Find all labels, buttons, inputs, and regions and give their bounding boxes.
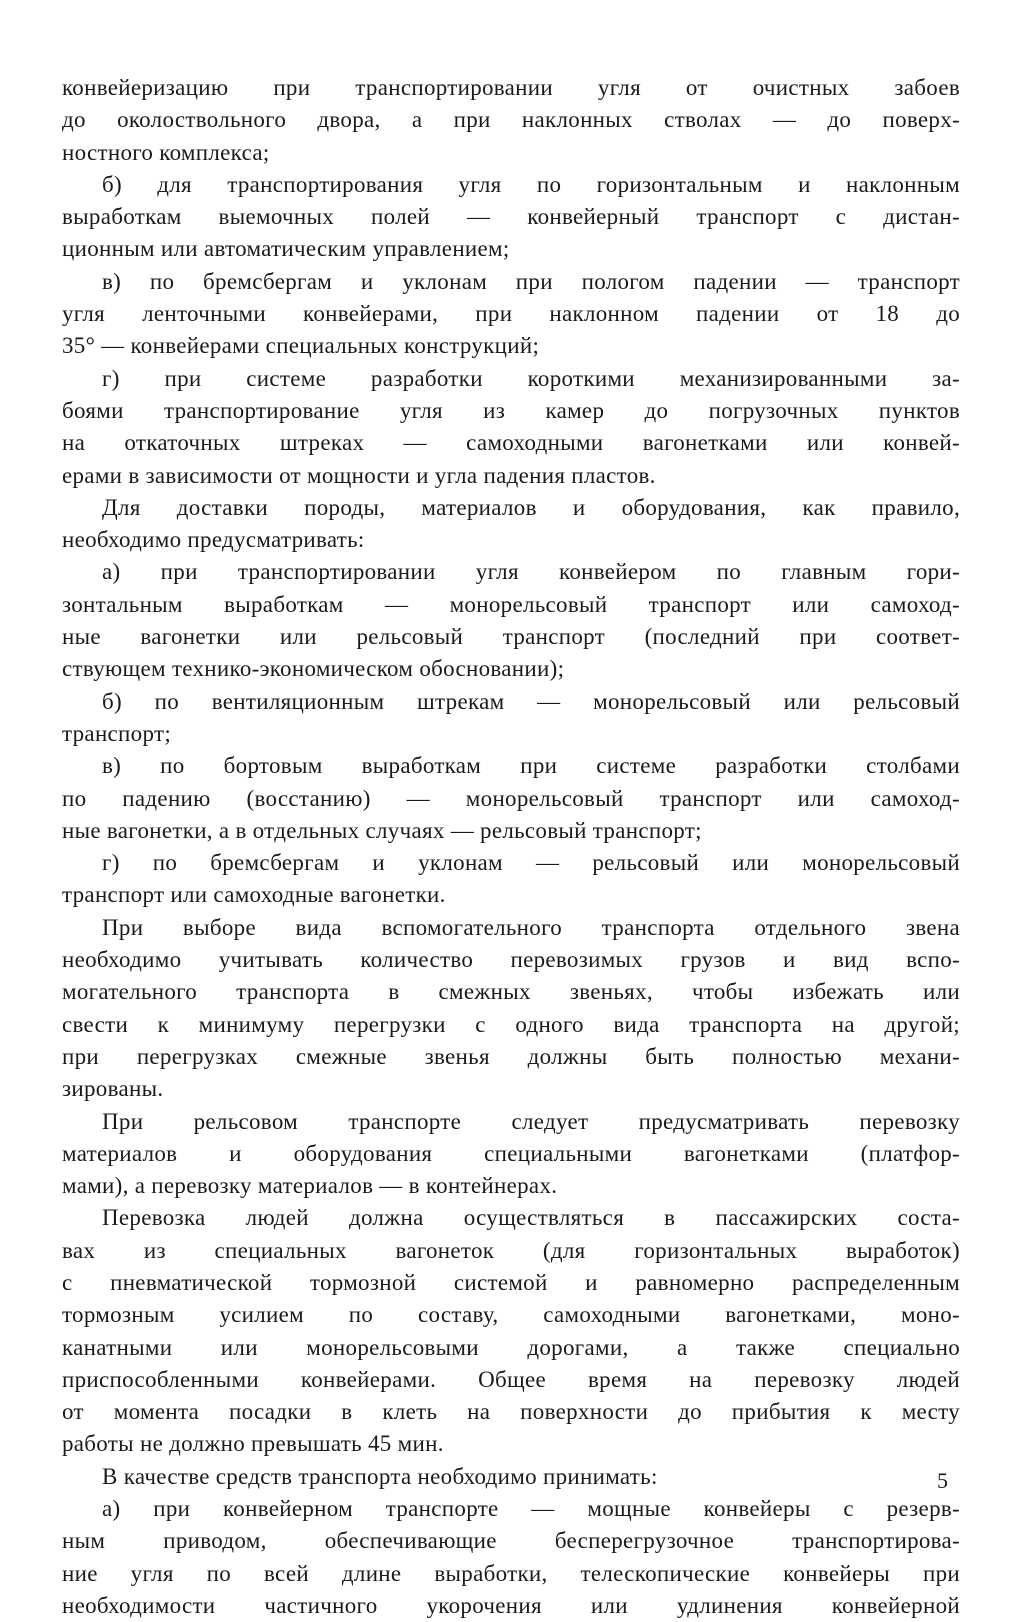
text-line: материалов и оборудования специальными вагонетками (платфор- — [62, 1140, 960, 1166]
text-line: ные вагонетки, а в отдельных случаях — рельсовый транспорт; — [62, 817, 702, 843]
text-line: канатными или монорельсовыми дорогами, а также специально — [62, 1334, 960, 1360]
text-line: Перевозка людей должна осуществляться в пассажирских соста- — [102, 1205, 960, 1231]
text-line: угля ленточными конвейерами, при наклонном падении от 18 до — [62, 301, 960, 327]
text-line: ствующем технико-экономическом обосновании); — [62, 656, 565, 682]
text-line: При рельсовом транспорте следует предусматривать перевозку — [102, 1108, 960, 1134]
page-number: 5 — [937, 1468, 948, 1493]
text-line: необходимости частичного укорочения или удлинения конвейерной — [62, 1592, 960, 1618]
text-line: мами), а перевозку материалов — в контейнерах. — [62, 1173, 558, 1199]
text-line: приспособленными конвейерами. Общее время на перевозку людей — [62, 1366, 960, 1392]
text-line: необходимо учитывать количество перевозимых грузов и вид вспо- — [62, 947, 960, 973]
text-line: от момента посадки в клеть на поверхности до прибытия к месту — [62, 1399, 960, 1425]
text-line: свести к минимуму перегрузки с одного вида транспорта на другой; — [62, 1011, 960, 1037]
text-line: в) по бортовым выработкам при системе разработки столбами — [102, 753, 960, 779]
text-line: ным приводом, обеспечивающие бесперегрузочное транспортирова- — [62, 1528, 960, 1554]
text-line: г) по бремсбергам и уклонам — рельсовый или монорельсовый — [102, 850, 960, 876]
text-line: ерами в зависимости от мощности и угла падения пластов. — [62, 462, 656, 488]
text-line: а) при конвейерном транспорте — мощные конвейеры с резерв- — [102, 1496, 960, 1522]
text-line: 35° — конвейерами специальных конструкций; — [62, 333, 540, 359]
text-line: г) при системе разработки короткими механизированными за- — [102, 365, 960, 391]
text-line: тормозным усилием по составу, самоходными вагонетками, моно- — [62, 1302, 960, 1328]
text-line: Для доставки породы, материалов и оборудования, как правило, — [102, 494, 960, 520]
text-line: ные вагонетки или рельсовый транспорт (последний при соответ- — [62, 624, 960, 650]
text-line: конвейеризацию при транспортировании угля от очистных забоев — [62, 75, 960, 100]
text-line: необходимо предусматривать: — [62, 527, 365, 553]
text-line: боями транспортирование угля из камер до погрузочных пунктов — [62, 397, 960, 423]
text-line: вах из специальных вагонеток (для горизонтальных выработок) — [62, 1237, 960, 1263]
text-line: ние угля по всей длине выработки, телескопические конвейеры при — [62, 1560, 960, 1586]
text-line: ностного комплекса; — [62, 139, 270, 165]
text-line: до околоствольного двора, а при наклонных стволах — до поверх- — [62, 107, 960, 133]
text-line: транспорт; — [62, 720, 172, 746]
text-line: выработкам выемочных полей — конвейерный транспорт с дистан- — [62, 204, 960, 230]
text-line: могательного транспорта в смежных звеньях, чтобы избежать или — [62, 979, 960, 1005]
body-text — [62, 72, 960, 1622]
text-line: транспорт или самоходные вагонетки. — [62, 882, 446, 908]
text-line: б) для транспортирования угля по горизонтальным и наклонным — [102, 171, 960, 197]
text-line: при перегрузках смежные звенья должны быть полностью механи- — [62, 1043, 960, 1069]
text-line: В качестве средств транспорта необходимо принимать: — [102, 1463, 658, 1489]
text-line: в) по бремсбергам и уклонам при пологом падении — транспорт — [102, 268, 960, 294]
text-line: работы не должно превышать 45 мин. — [62, 1431, 444, 1457]
text-line: зированы. — [62, 1076, 164, 1102]
text-line: с пневматической тормозной системой и равномерно распределенным — [62, 1269, 960, 1295]
text-line: а) при транспортировании угля конвейером по главным гори- — [102, 559, 960, 585]
text-line: на откаточных штреках — самоходными вагонетками или конвей- — [62, 430, 960, 456]
text-line: по падению (восстанию) — монорельсовый транспорт или самоход- — [62, 785, 960, 811]
text-line: ционным или автоматическим управлением; — [62, 236, 510, 262]
text-line: б) по вентиляционным штрекам — монорельсовый или рельсовый — [102, 688, 960, 714]
text-line: зонтальным выработкам — монорельсовый транспорт или самоход- — [62, 591, 960, 617]
text-line: При выборе вида вспомогательного транспорта отдельного звена — [102, 914, 960, 940]
